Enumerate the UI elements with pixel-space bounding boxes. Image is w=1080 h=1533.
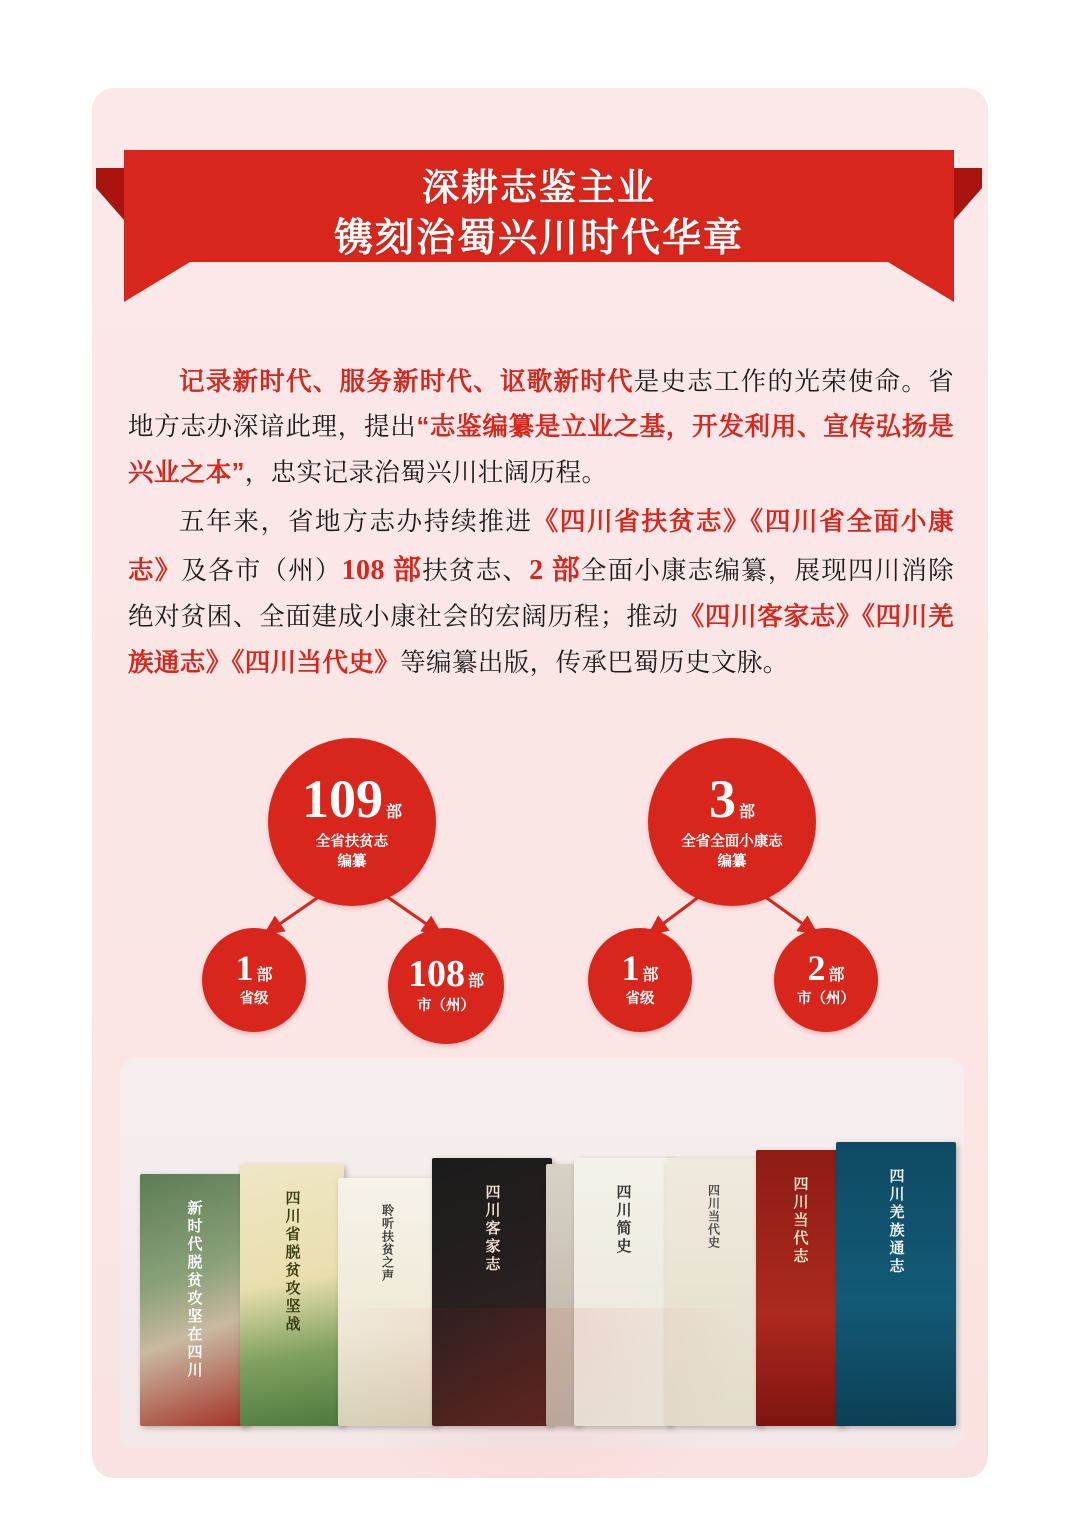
title-line-2: 镌刻治蜀兴川时代华章: [333, 216, 744, 260]
stat-caption: [681, 833, 783, 872]
book-cover: [666, 1158, 762, 1426]
stat-value: 1: [235, 948, 254, 989]
book-showcase-photo: [120, 1058, 964, 1448]
stat-caption: 省级: [625, 991, 655, 1008]
p1-highlight-2: “志鉴编纂是立业之基，开发利用、宣传弘扬是兴业之本”: [128, 413, 954, 487]
book-cover: [836, 1142, 956, 1426]
book-cover: [140, 1174, 248, 1426]
book-title: 新时代脱贫攻坚在四川: [185, 1200, 203, 1380]
stat-node-fupin-city: [388, 928, 504, 1044]
stat-node-total-fupin: [268, 738, 436, 906]
stat-value-row: [807, 948, 845, 989]
book-title: 四川简史: [614, 1184, 632, 1256]
book-title: 四川当代志: [791, 1176, 809, 1266]
book-title: 四川客家志: [483, 1184, 501, 1274]
book-title: 四川当代史: [706, 1184, 721, 1249]
stat-caption-line-1: 全省全面小康志: [681, 833, 783, 850]
stat-value: 1: [621, 948, 640, 989]
stat-caption-line-2: 编纂: [717, 853, 747, 870]
stat-value-row: [407, 953, 484, 996]
poster-page: [92, 88, 988, 1478]
p2-highlight-2: 《四川客家志》《四川羌族通志》《四川当代史》: [128, 603, 954, 677]
book-cover: [338, 1178, 438, 1426]
stat-value-row: [235, 948, 273, 989]
stat-node-total-xiaokang: [648, 738, 816, 906]
stat-value: 109: [301, 768, 383, 829]
stat-value: 108: [407, 953, 465, 996]
book-cover: [432, 1158, 552, 1426]
p2-text-4: 全面小康志编纂，展现四川消除绝对贫困、全面建成小康社会的宏阔历程；推动: [128, 556, 954, 632]
stat-node-fupin-provincial: [202, 928, 306, 1032]
book-title: 四川省脱贫攻坚战: [283, 1190, 301, 1334]
p2-text-1: 五年来，省地方志办持续推进: [179, 508, 533, 537]
p2-number-108: 108 部: [341, 554, 423, 586]
p1-highlight-1: 记录新时代、服务新时代、讴歌新时代: [179, 368, 634, 396]
stat-caption: 市（州）: [797, 991, 855, 1008]
stat-node-xiaokang-city: [774, 928, 878, 1032]
stat-value-row: [708, 768, 755, 829]
stat-node-xiaokang-provincial: [588, 928, 692, 1032]
stat-value: 3: [708, 768, 736, 829]
stat-caption: 省级: [239, 991, 269, 1008]
title-line-1: 深耕志鉴主业: [422, 167, 656, 208]
stat-caption: 市（州）: [417, 998, 475, 1015]
p1-text-2: ，忠实记录治蜀兴川壮阔历程。: [244, 458, 608, 487]
stat-unit: 部: [385, 803, 402, 821]
stat-unit: 部: [642, 967, 659, 985]
stat-unit: 部: [738, 803, 755, 821]
body-copy: [128, 360, 954, 690]
stat-unit: 部: [256, 967, 273, 985]
book-title: 四川羌族通志: [887, 1168, 905, 1276]
stat-value: 2: [807, 948, 826, 989]
stat-value-row: [621, 948, 659, 989]
stat-value-row: [301, 768, 402, 829]
page-title: [124, 164, 954, 264]
p2-text-5: 等编纂出版，传承巴蜀历史文脉。: [400, 648, 789, 677]
paragraph-1: [128, 360, 954, 496]
stat-unit: 部: [828, 967, 845, 985]
book-cover: [574, 1158, 672, 1426]
book-cover: [240, 1164, 344, 1426]
title-banner: [124, 150, 954, 330]
p1-text-1: 是史志工作的光荣使命。省地方志办深谙此理，提出: [128, 368, 954, 442]
stat-caption: [316, 833, 389, 872]
statistics-diagram: [92, 736, 988, 1036]
stat-caption-line-2: 编纂: [337, 853, 367, 870]
book-cover: [756, 1150, 844, 1426]
paragraph-2: [128, 500, 954, 686]
stat-unit: 部: [467, 973, 484, 991]
p2-text-3: 扶贫志、: [422, 556, 530, 585]
p2-highlight-1: 《四川省扶贫志》《四川省全面小康志》: [128, 508, 954, 585]
p2-number-2: 2 部: [529, 554, 581, 586]
p2-text-2: 及各市（州）: [181, 556, 342, 585]
book-title: 聆听扶贫之声: [380, 1204, 395, 1282]
stat-caption-line-1: 全省扶贫志: [315, 833, 389, 850]
